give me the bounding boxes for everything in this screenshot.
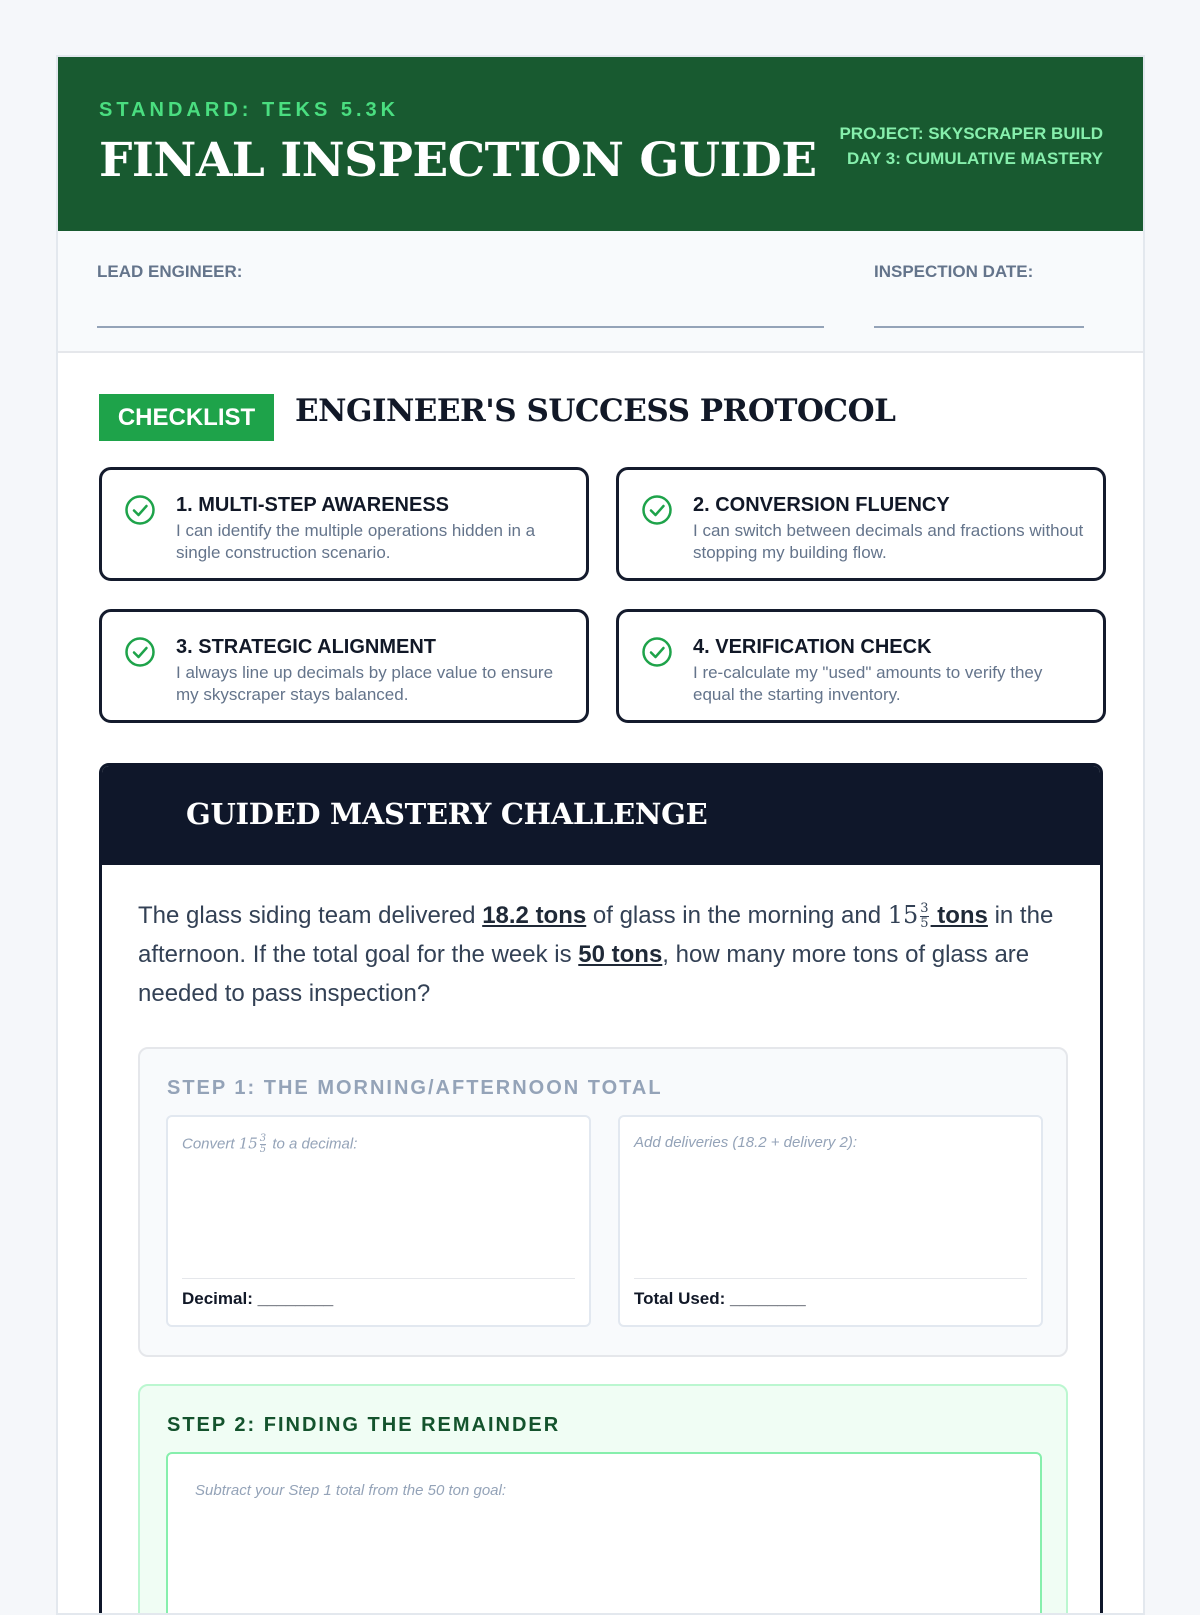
header-banner: [58, 57, 1143, 231]
divider: [634, 1278, 1027, 1279]
addition-workbox[interactable]: [618, 1115, 1043, 1327]
challenge-panel: [99, 763, 1103, 1615]
card-description: I always line up decimals by place value to ensure my skyscraper stays balanced.: [176, 663, 554, 704]
card-description: I re-calculate my "used" amounts to verify they equal the starting inventory.: [693, 663, 1043, 704]
worksheet: [56, 55, 1145, 1615]
section-title: ENGINEER'S SUCCESS PROTOCOL: [295, 393, 896, 429]
standard-label: STANDARD: TEKS 5.3K: [99, 99, 400, 121]
decimal-answer-field[interactable]: Decimal: ________: [182, 1289, 334, 1308]
checklist-card-1: [99, 467, 589, 581]
card-title: 2. CONVERSION FLUENCY: [693, 494, 950, 516]
subtraction-prompt: Subtract your Step 1 total from the 50 ton goal:: [195, 1482, 507, 1499]
step-2-section: [138, 1384, 1068, 1615]
card-title: 4. VERIFICATION CHECK: [693, 636, 932, 658]
challenge-title: GUIDED MASTERY CHALLENGE: [186, 797, 708, 831]
info-band: [58, 231, 1143, 353]
lead-engineer-field[interactable]: [97, 326, 824, 328]
divider: [182, 1278, 575, 1279]
checklist-card-4: [616, 609, 1106, 723]
conversion-prompt: Convert 15 $\frac{3}{5}$ to a decimal:: [182, 1133, 358, 1155]
morning-amount: 18.2 tons: [482, 902, 587, 929]
check-circle-icon: [124, 636, 156, 668]
step-1-section: [138, 1047, 1068, 1357]
afternoon-whole: 15: [887, 901, 919, 929]
problem-text: The glass siding team delivered 18.2 tons of glass in the morning and 15 $\frac{3}{5}$ tons in the afternoon. If the total goal for the week is 50 tons, how many more tons of glass are needed to pass inspection?: [138, 901, 1054, 1007]
check-circle-icon: [641, 494, 673, 526]
step-2-title: STEP 2: FINDING THE REMAINDER: [167, 1414, 561, 1436]
project-day: DAY 3: CUMULATIVE MASTERY: [847, 149, 1103, 168]
card-title: 3. STRATEGIC ALIGNMENT: [176, 636, 436, 658]
check-circle-icon: [124, 494, 156, 526]
card-description: I can switch between decimals and fractions without stopping my building flow.: [693, 521, 1084, 562]
subtraction-workbox[interactable]: [166, 1452, 1042, 1615]
card-description: I can identify the multiple operations hidden in a single construction scenario.: [176, 521, 536, 562]
conversion-workbox[interactable]: [166, 1115, 591, 1327]
goal-amount: 50 tons: [578, 941, 663, 968]
addition-prompt: Add deliveries (18.2 + delivery 2):: [634, 1134, 858, 1151]
project-info: [839, 121, 1103, 171]
afternoon-fraction: $\frac{3}{5}$: [920, 901, 929, 932]
challenge-header: [102, 766, 1100, 865]
checklist-card-3: [99, 609, 589, 723]
checklist-card-2: [616, 467, 1106, 581]
inspection-date-field[interactable]: [874, 326, 1084, 328]
step-1-title: STEP 1: THE MORNING/AFTERNOON TOTAL: [167, 1077, 663, 1099]
checklist-tag: CHECKLIST: [99, 394, 274, 441]
project-name: PROJECT: SKYSCRAPER BUILD: [839, 124, 1103, 143]
card-title: 1. MULTI-STEP AWARENESS: [176, 494, 449, 516]
lead-engineer-label: LEAD ENGINEER:: [97, 262, 243, 281]
afternoon-unit: tons: [930, 902, 988, 929]
total-used-answer-field[interactable]: Total Used: ________: [634, 1289, 806, 1308]
check-circle-icon: [641, 636, 673, 668]
page-title: FINAL INSPECTION GUIDE: [99, 133, 817, 188]
inspection-date-label: INSPECTION DATE:: [874, 262, 1034, 281]
